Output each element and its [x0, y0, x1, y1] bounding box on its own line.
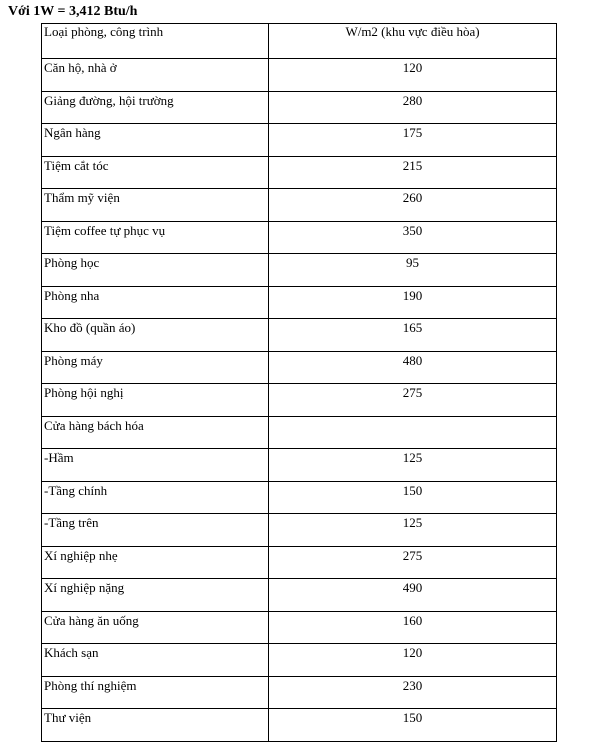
watts-per-m2-cell: 350	[269, 221, 557, 254]
table-row	[42, 449, 557, 482]
watts-per-m2-cell: 120	[269, 59, 557, 92]
room-type-cell: Tiệm coffee tự phục vụ	[42, 221, 269, 254]
watts-per-m2-cell: 275	[269, 384, 557, 417]
room-type-cell: Phòng nha	[42, 286, 269, 319]
table-row	[42, 351, 557, 384]
watts-per-m2-cell: 480	[269, 351, 557, 384]
table-row	[42, 124, 557, 157]
room-type-cell: Ngân hàng	[42, 124, 269, 157]
column-header-room-type: Loại phòng, công trình	[42, 24, 269, 59]
room-type-cell: Xí nghiệp nhẹ	[42, 546, 269, 579]
table-row	[42, 221, 557, 254]
room-type-cell: -Tầng trên	[42, 514, 269, 547]
cooling-load-table	[41, 23, 557, 742]
room-type-cell: Phòng hội nghị	[42, 384, 269, 417]
room-type-cell: -Hầm	[42, 449, 269, 482]
watts-per-m2-cell: 275	[269, 546, 557, 579]
table-header-row	[42, 24, 557, 59]
room-type-cell: -Tầng chính	[42, 481, 269, 514]
room-type-cell: Thẩm mỹ viện	[42, 189, 269, 222]
watts-per-m2-cell: 160	[269, 611, 557, 644]
watts-per-m2-cell: 125	[269, 514, 557, 547]
table-row	[42, 546, 557, 579]
table-row	[42, 59, 557, 92]
table-row	[42, 481, 557, 514]
watts-per-m2-cell: 175	[269, 124, 557, 157]
table-row	[42, 644, 557, 677]
room-type-cell: Xí nghiệp nặng	[42, 579, 269, 612]
watts-per-m2-cell: 490	[269, 579, 557, 612]
room-type-cell: Phòng học	[42, 254, 269, 287]
table-row	[42, 254, 557, 287]
table-row	[42, 91, 557, 124]
watts-per-m2-cell: 125	[269, 449, 557, 482]
watts-per-m2-cell: 280	[269, 91, 557, 124]
watts-per-m2-cell: 190	[269, 286, 557, 319]
watts-per-m2-cell: 215	[269, 156, 557, 189]
watts-per-m2-cell: 230	[269, 676, 557, 709]
watts-per-m2-cell: 260	[269, 189, 557, 222]
room-type-cell: Phòng máy	[42, 351, 269, 384]
room-type-cell: Tiệm cắt tóc	[42, 156, 269, 189]
room-type-cell: Giảng đường, hội trường	[42, 91, 269, 124]
table-row	[42, 611, 557, 644]
room-type-cell: Thư viện	[42, 709, 269, 742]
room-type-cell: Cửa hàng ăn uống	[42, 611, 269, 644]
table-row	[42, 709, 557, 742]
table-row	[42, 319, 557, 352]
table-row	[42, 189, 557, 222]
watts-per-m2-cell: 95	[269, 254, 557, 287]
room-type-cell: Kho đồ (quần áo)	[42, 319, 269, 352]
table-row	[42, 286, 557, 319]
room-type-cell: Khách sạn	[42, 644, 269, 677]
page-heading: Với 1W = 3,412 Btu/h	[8, 4, 138, 19]
table-row	[42, 676, 557, 709]
table-body	[42, 59, 557, 742]
table-row	[42, 384, 557, 417]
watts-per-m2-cell: 165	[269, 319, 557, 352]
watts-per-m2-cell: 150	[269, 481, 557, 514]
room-type-cell: Cửa hàng bách hóa	[42, 416, 269, 449]
table-row	[42, 416, 557, 449]
room-type-cell: Phòng thí nghiệm	[42, 676, 269, 709]
table-row	[42, 156, 557, 189]
watts-per-m2-cell: 150	[269, 709, 557, 742]
room-type-cell: Căn hộ, nhà ở	[42, 59, 269, 92]
column-header-watts-per-m2: W/m2 (khu vực điều hòa)	[269, 24, 557, 59]
table-row	[42, 579, 557, 612]
watts-per-m2-cell: 120	[269, 644, 557, 677]
watts-per-m2-cell	[269, 416, 557, 449]
table-row	[42, 514, 557, 547]
